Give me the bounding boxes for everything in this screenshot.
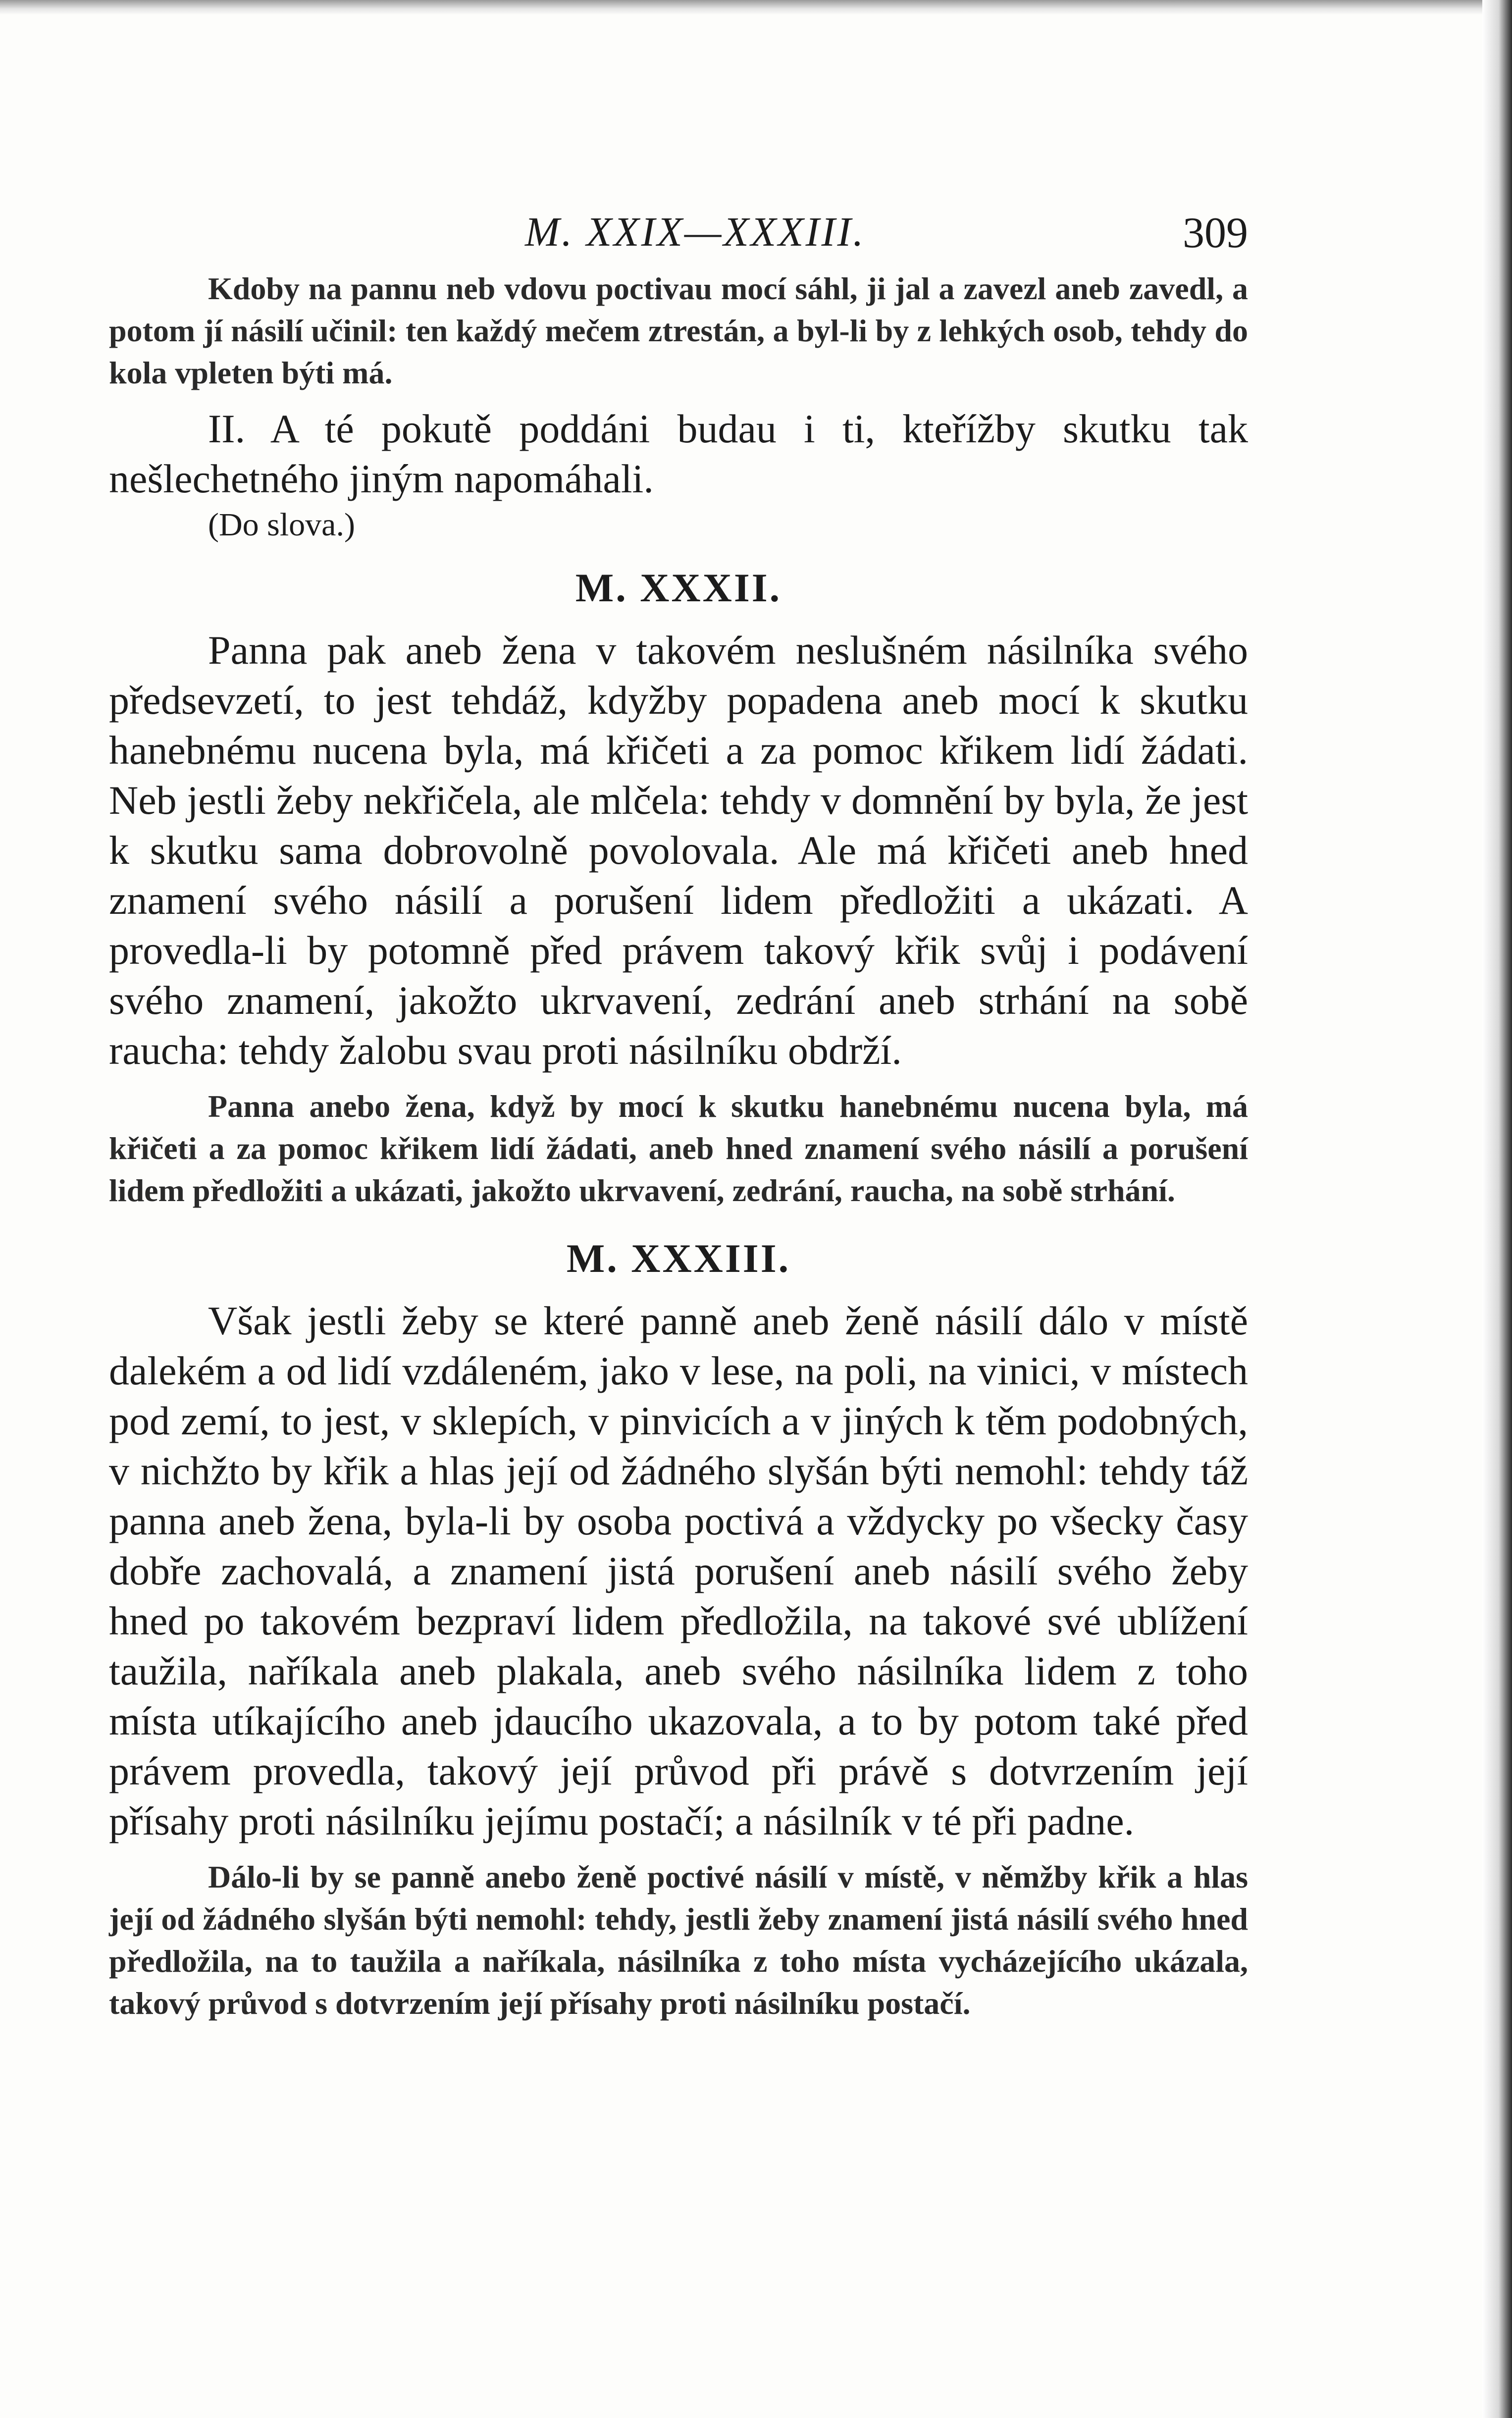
article-paragraph: Však jestli žeby se které panně aneb ženě násilí dálo v místě dalekém a od lidí vzdáleném, jako v lese, na poli, na vinici, v místech pod zemí, to jest, v sklepích, v pinvicích a v jiných k těm podobných, v nichžto by křik a hlas její od žádného slyšán býti nemohl: tehdy táž panna aneb žena, byla-li by osoba poctivá a vždycky po všecky časy dobře zachovalá, a znamení jistá porušení aneb násilí svého žeby hned po takovém bezpraví lidem předložila, na takové své ublížení taužila, naříkala aneb plakala, aneb svého násilníka lidem z toho místa utíkajícího aneb jdaucího ukazovala, a to by potom také před právem provedla, takový její průvod při právě s dotvrzením její přísahy proti násilníku jejímu postačí; a násilník v té při padne. [109, 1298, 1248, 1843]
scan-top-edge [0, 0, 1512, 15]
gloss-paragraph: Panna anebo žena, když by mocí k skutku hanebnému nucena byla, má křičeti a za pomoc křikem lidí žádati, aneb hned znamení svého násilí a porušení lidem předložiti a ukázati, jakožto ukrvavení, zedrání, raucha, na sobě strhání. [109, 1089, 1248, 1208]
article-paragraph: Panna pak aneb žena v takovém neslušném násilníka svého předsevzetí, to jest tehdáž, kdyžby popadena aneb mocí k skutku hanebnému nucena byla, má křičeti a za pomoc křikem lidí žádati. Neb jestli žeby nekřičela, ale mlčela: tehdy v domnění by byla, že jest k skutku sama dobrovolně povolovala. Ale má křičeti aneb hned znamení svého násilí a porušení lidem předložiti a ukázati. A provedla-li by potomně před právem takový křik svůj i podávení svého znamení, jakožto ukrvavení, zedrání aneb strhání na sobě raucha: tehdy žalobu svau proti násilníku obdrží. [109, 628, 1248, 1073]
article-heading: M. XXXIII. [566, 1236, 791, 1281]
gloss-paragraph: Dálo-li by se panně anebo ženě poctivé násilí v místě, v němžby křik a hlas její od žádného slyšán býti nemohl: tehdy, jestli žeby znamení jistá násilí svého hned předložila, na to taužila a naříkala, násilníka z toho místa vycházejícího ukázala, takový průvod s dotvrzením její přísahy proti násilníku postačí. [109, 1859, 1248, 2021]
source-note: (Do slova.) [208, 507, 355, 543]
text-column [109, 198, 1248, 2024]
page-number: 309 [1183, 209, 1248, 257]
page-header [109, 198, 1248, 258]
article-heading: M. XXXII. [575, 565, 782, 610]
scan-right-edge [1482, 0, 1512, 2418]
gloss-paragraph: Kdoby na pannu neb vdovu poctivau mocí sáhl, ji jal a zavezl aneb zavedl, a potom jí násilí učinil: ten každý mečem ztrestán, a byl-li by z lehkých osob, tehdy do kola vpleten býti má. [109, 271, 1248, 390]
running-title: M. XXIX—XXXIII. [525, 209, 866, 255]
article-paragraph: II. A té pokutě poddáni budau i ti, kteřížby skutku tak nešlechetného jiným napomáhali. [109, 406, 1248, 501]
